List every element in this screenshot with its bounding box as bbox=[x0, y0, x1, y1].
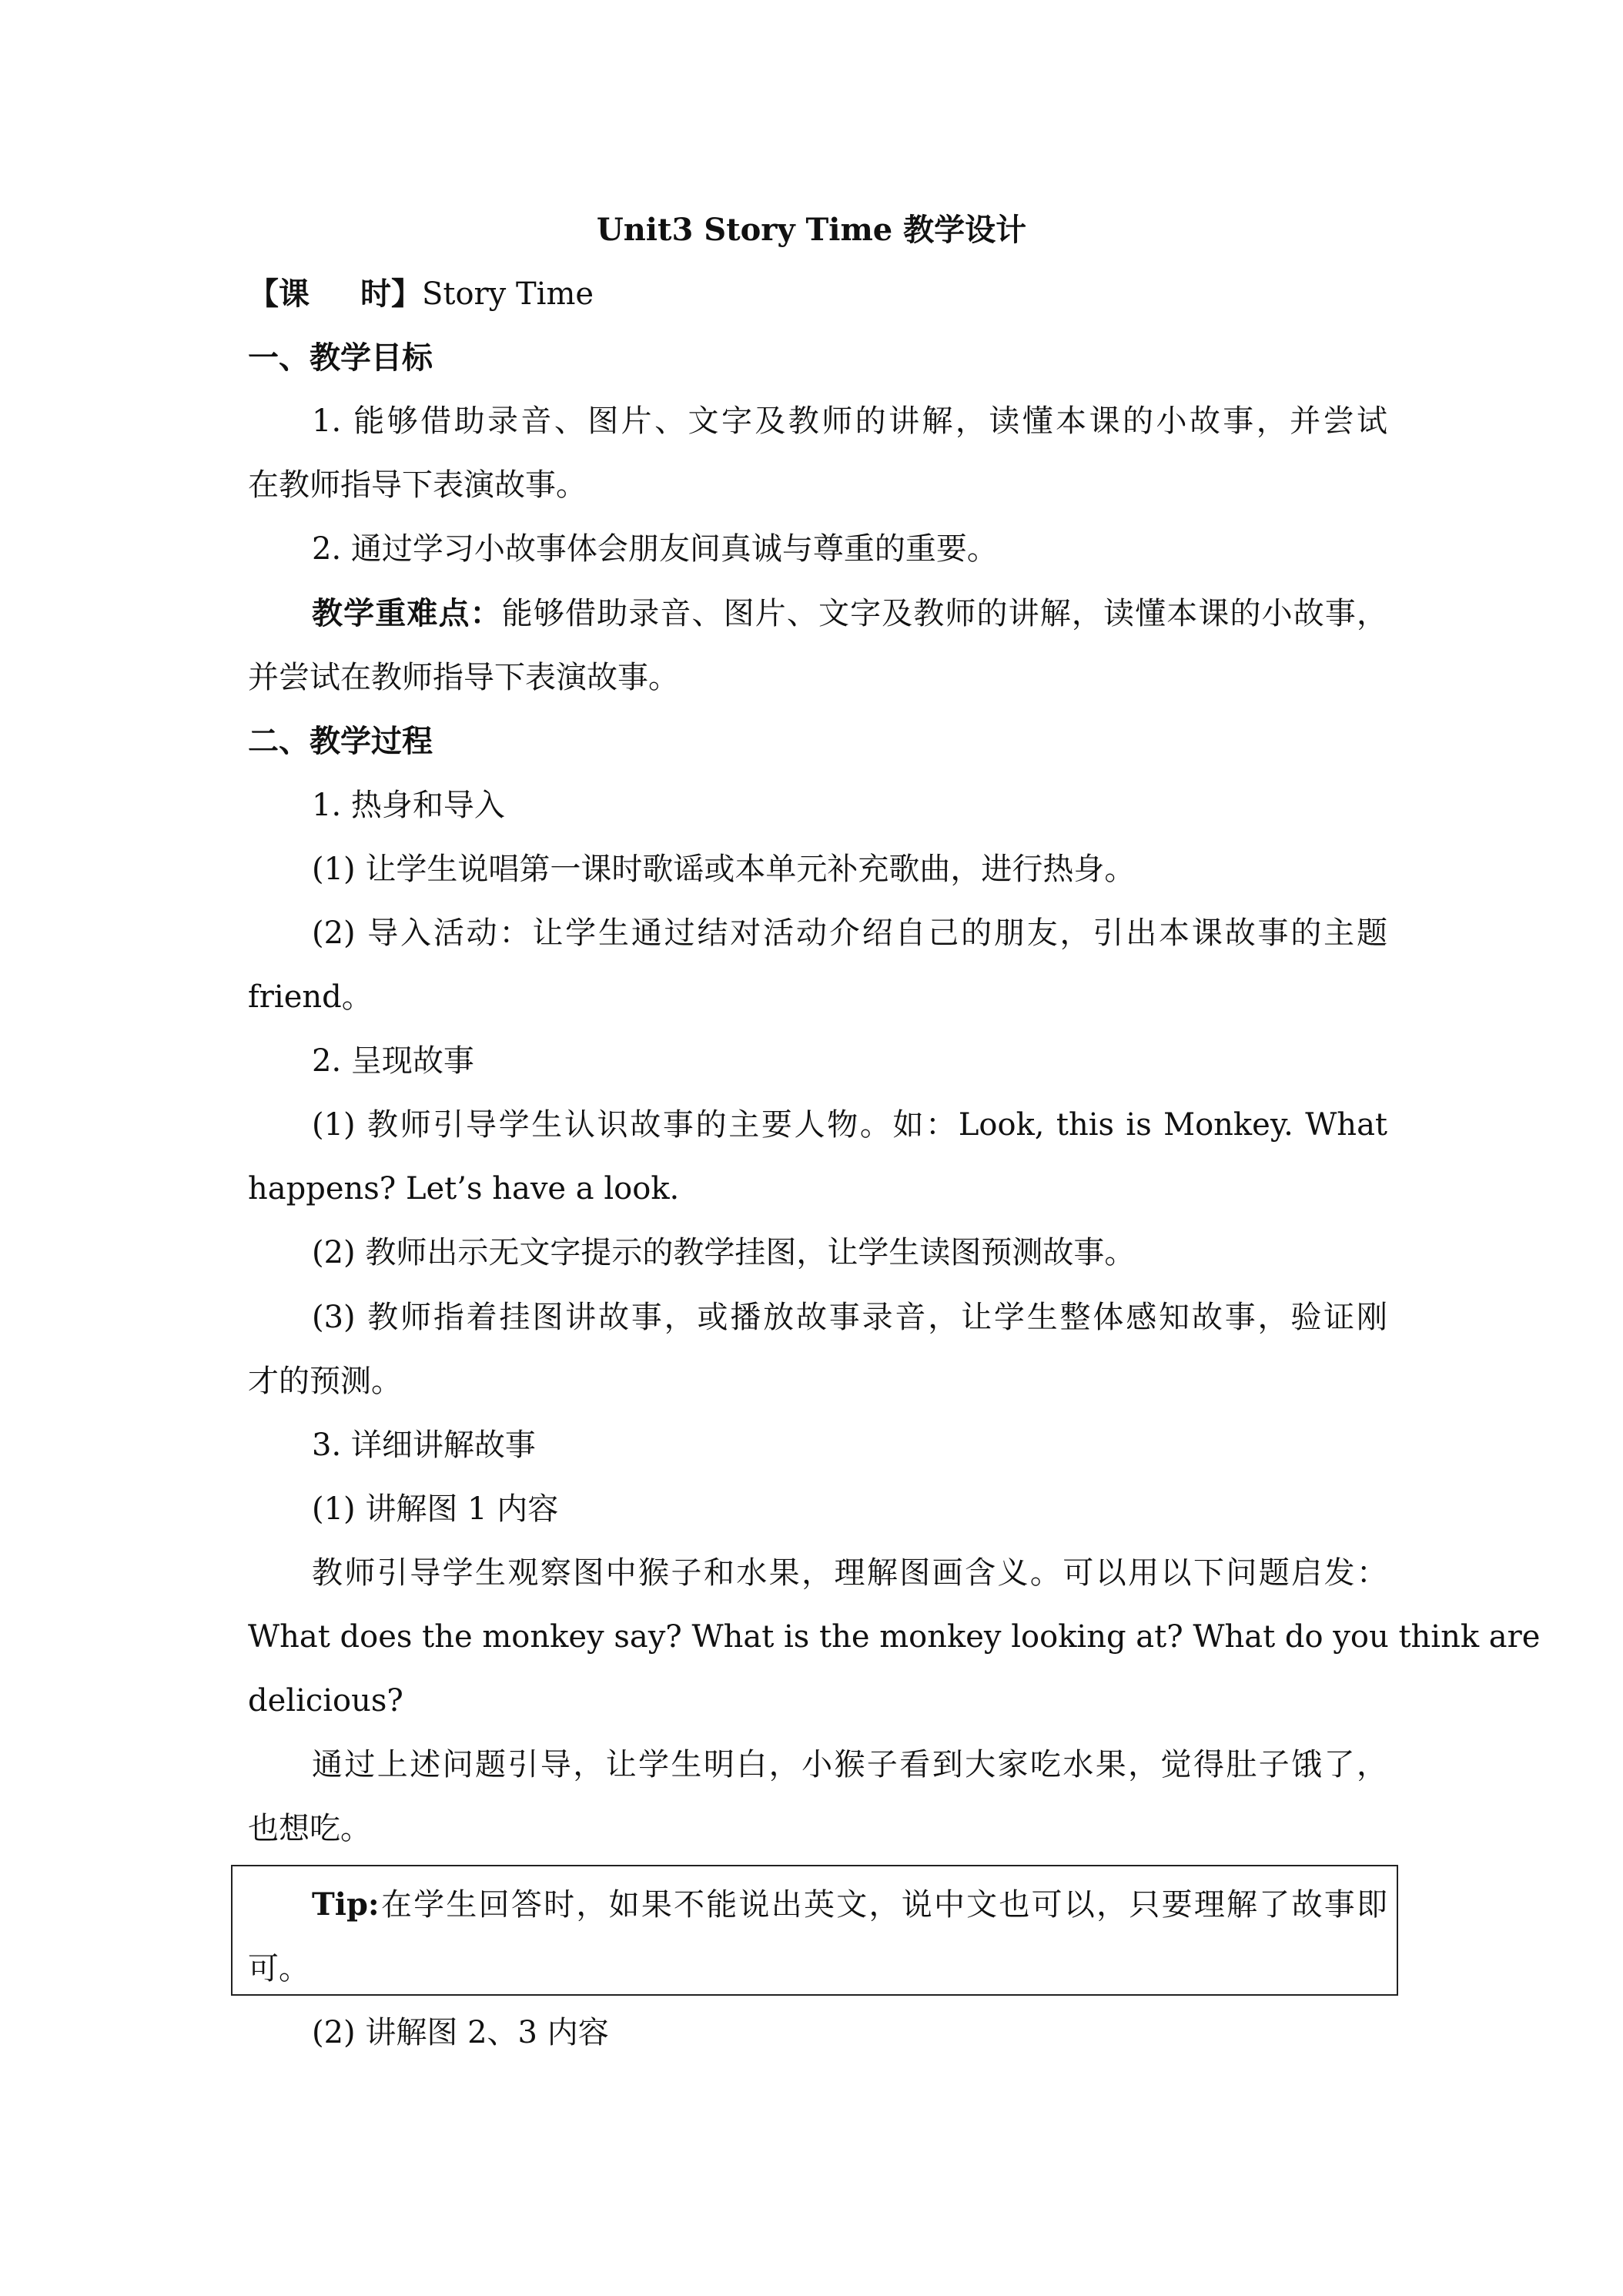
tip-line-1 bbox=[312, 1884, 1387, 1926]
key-point-label: 教学重难点： bbox=[312, 595, 502, 631]
key-point-text: 能够借助录音、图片、文字及教师的讲解，读懂本课的小故事， bbox=[501, 596, 1388, 631]
step-2-item-b: (2) 教师出示无文字提示的教学挂图，让学生读图预测故事。 bbox=[312, 1235, 1136, 1270]
step-1-item-b-line-1: (2) 导入活动：让学生通过结对活动介绍自己的朋友，引出本课故事的主题 bbox=[312, 915, 1387, 951]
step-3-paragraph-1-line-2: What does the monkey say? What is the monkey looking at? What do you think are bbox=[248, 1619, 1541, 1655]
page-title: Unit3 Story Time 教学设计 bbox=[596, 212, 1027, 248]
goal-1-line-1: 1. 能够借助录音、图片、文字及教师的讲解，读懂本课的小故事，并尝试 bbox=[312, 403, 1387, 439]
step-3-paragraph-1-line-1: 教师引导学生观察图中猴子和水果，理解图画含义。可以用以下问题启发： bbox=[312, 1555, 1387, 1591]
step-1-item-b-line-2: friend。 bbox=[248, 979, 373, 1015]
step-3-item-a: (1) 讲解图 1 内容 bbox=[312, 1491, 559, 1527]
lesson-label: 【课 时】 bbox=[248, 276, 422, 312]
step-3-paragraph-2-line-1: 通过上述问题引导，让学生明白，小猴子看到大家吃水果，觉得肚子饿了， bbox=[312, 1747, 1387, 1782]
goal-2: 2. 通过学习小故事体会朋友间真诚与尊重的重要。 bbox=[312, 531, 998, 567]
tip-label: Tip: bbox=[312, 1886, 380, 1923]
step-1-item-a: (1) 让学生说唱第一课时歌谣或本单元补充歌曲，进行热身。 bbox=[312, 852, 1136, 887]
step-2-item-c-line-2: 才的预测。 bbox=[248, 1364, 402, 1399]
step-3-paragraph-2-line-2: 也想吃。 bbox=[248, 1811, 371, 1846]
step-3-paragraph-1-line-3: delicious? bbox=[248, 1683, 403, 1719]
lesson-line bbox=[248, 273, 594, 315]
step-2-heading: 2. 呈现故事 bbox=[312, 1043, 474, 1079]
key-point-line-2: 并尝试在教师指导下表演故事。 bbox=[248, 660, 679, 695]
tip-line-2: 可。 bbox=[248, 1951, 310, 1986]
step-3-heading: 3. 详细讲解故事 bbox=[312, 1427, 536, 1463]
tip-text: 在学生回答时，如果不能说出英文，说中文也可以，只要理解了故事即 bbox=[379, 1887, 1387, 1923]
step-2-item-a-line-2: happens? Let’s have a look. bbox=[248, 1171, 680, 1207]
step-2-item-c-line-1: (3) 教师指着挂图讲故事，或播放故事录音，让学生整体感知故事，验证刚 bbox=[312, 1300, 1387, 1335]
section-heading-goals: 一、教学目标 bbox=[248, 340, 433, 376]
step-2-item-a-line-1: (1) 教师引导学生认识故事的主要人物。如：Look, this is Monkey. What bbox=[312, 1107, 1387, 1143]
key-point-line-1 bbox=[312, 593, 1387, 634]
section-heading-process: 二、教学过程 bbox=[248, 723, 433, 759]
lesson-value: Story Time bbox=[422, 276, 594, 312]
step-3-item-b: (2) 讲解图 2、3 内容 bbox=[312, 2015, 609, 2050]
goal-1-line-2: 在教师指导下表演故事。 bbox=[248, 467, 587, 503]
step-1-heading: 1. 热身和导入 bbox=[312, 788, 505, 823]
